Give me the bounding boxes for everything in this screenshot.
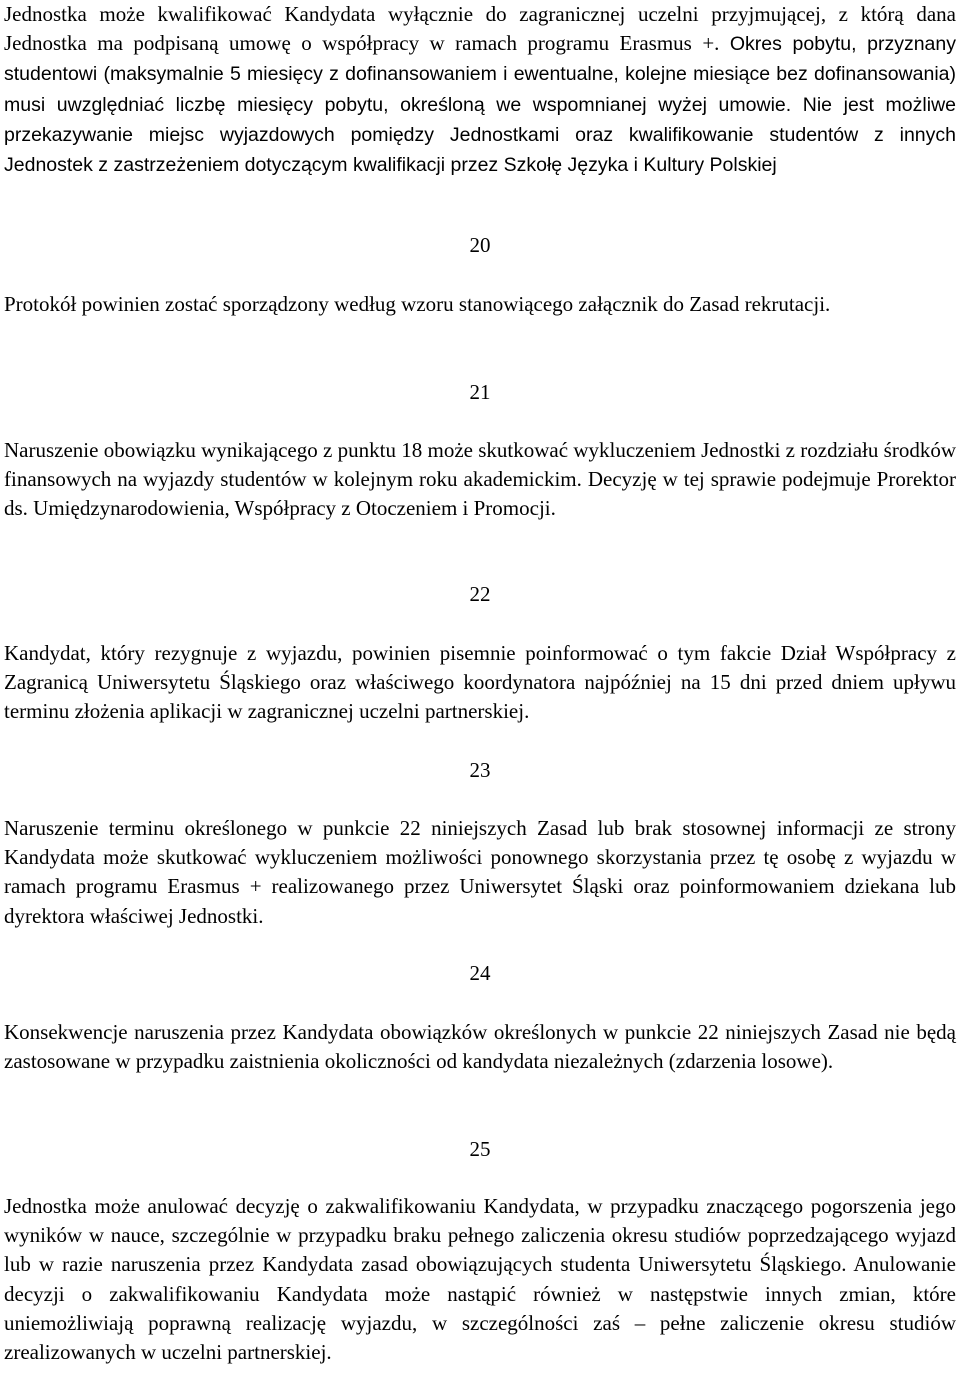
section-text-20: Protokół powinien zostać sporządzony według wzoru stanowiącego załącznik do Zasad rekrutacji.: [4, 292, 831, 316]
section-number-21: 21: [469, 380, 491, 404]
intro-text-part2: Okres pobytu, przyznany studentowi (maksymalnie 5 miesięcy z dofinansowaniem i ewentualne, kolejne miesiące bez dofinansowania) musi uwzględniać liczbę miesięcy pobytu, określoną we wspomnianej wyżej umowie.: [4, 33, 957, 116]
section-text-22: Kandydat, który rezygnuje z wyjazdu, powinien pisemnie poinformować o tym fakcie Dział Współpracy z Zagranicą Uniwersytetu Śląskiego oraz właściwego koordynatora najpóźniej na 15 dni przed dniem upływu terminu złożenia aplikacji w zagranicznej uczelni partnerskiej.: [4, 641, 956, 724]
section-text-21: Naruszenie obowiązku wynikającego z punktu 18 może skutkować wykluczeniem Jednostki z rozdziału środków finansowych na wyjazdy studentów w kolejnym roku akademickim. Decyzję w tej sprawie podejmuje Prorektor ds. Umiędzynarodowienia, Współpracy z Otoczeniem i Promocji.: [4, 438, 956, 521]
intro-text-part3: Nie jest możliwe przekazywanie miejsc wyjazdowych pomiędzy Jednostkami oraz kwalifikowanie studentów z innych Jednostek z zastrzeżeniem dotyczącym kwalifikacji przez Szkołę Języka i Kultury Polskiej: [4, 93, 956, 177]
section-number-22: 22: [469, 582, 491, 606]
section-text-23: Naruszenie terminu określonego w punkcie 22 niniejszych Zasad lub brak stosownej informacji ze strony Kandydata może skutkować wykluczeniem możliwości ponownego skorzystania przez tę osobę z wyjazdu w ramach programu Erasmus + realizowanego przez Uniwersytet Śląski oraz poinformowaniem dziekana lub dyrektora właściwej Jednostki.: [4, 816, 956, 928]
section-number-20: 20: [469, 233, 491, 257]
section-number-24: 24: [469, 961, 491, 985]
section-number-25: 25: [469, 1137, 491, 1161]
section-text-24: Konsekwencje naruszenia przez Kandydata obowiązków określonych w punkcie 22 niniejszych Zasad nie będą zastosowane w przypadku zaistnienia okoliczności od kandydata niezależnych (zdarzenia losowe).: [4, 1020, 956, 1074]
section-text-25: Jednostka może anulować decyzję o zakwalifikowaniu Kandydata, w przypadku znaczącego pogorszenia jego wyników w nauce, szczególnie w przypadku braku pełnego zaliczenia okresu studiów poprzedzającego wyjazd lub w razie naruszenia przez Kandydata zasad obowiązujących studenta Uniwersytetu Śląskiego. Anulowanie decyzji o zakwalifikowaniu Kandydata może nastąpić również w następstwie innych zmian, które uniemożliwiają poprawną realizację wyjazdu, w szczególności zaś – pełne zaliczenie okresu studiów zrealizowanych w uczelni partnerskiej.: [4, 1194, 956, 1365]
section-number-23: 23: [469, 758, 491, 782]
intro-text-part1: Jednostka może kwalifikować Kandydata wyłącznie do zagranicznej uczelni przyjmującej, z którą dana Jednostka ma podpisaną umowę o współpracy w ramach programu Erasmus +.: [4, 2, 956, 56]
intro-paragraph: [4, 0, 956, 180]
